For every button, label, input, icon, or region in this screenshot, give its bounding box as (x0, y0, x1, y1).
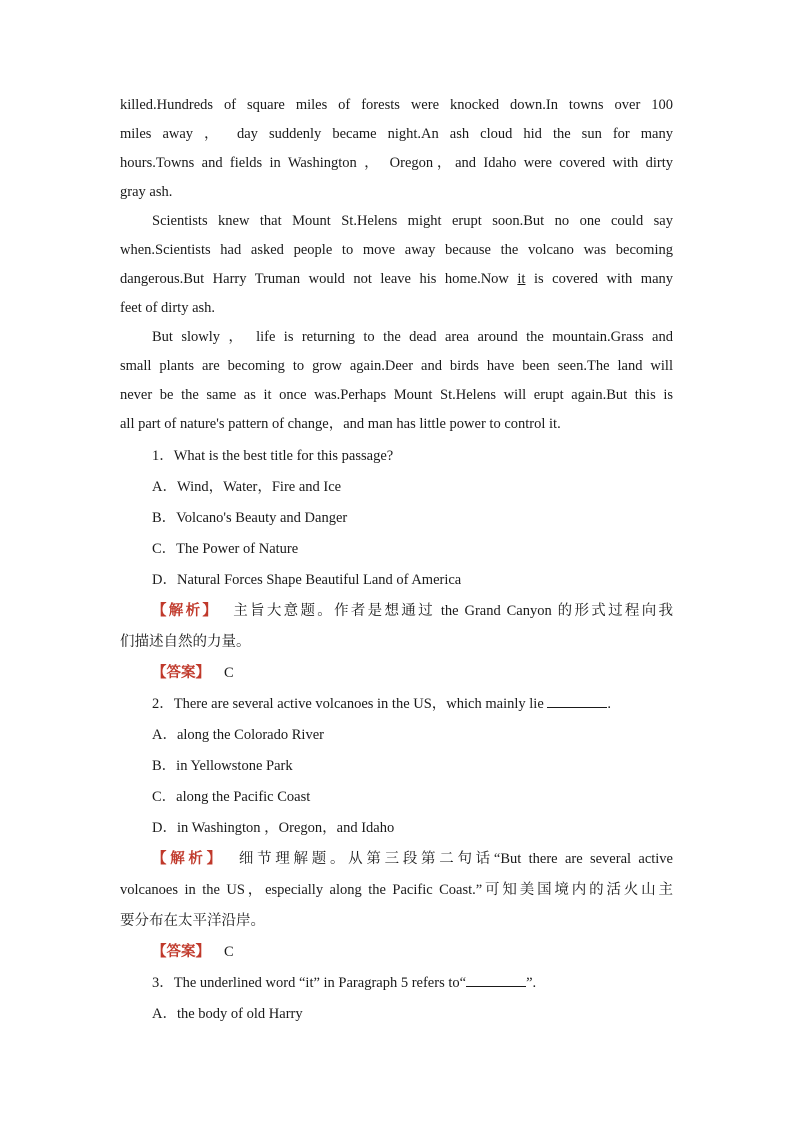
passage-line: Scientists knew that Mount St.Helens might erupt soon.But no one could say (152, 213, 673, 229)
passage-line: hours.Towns and fields in Washington ， Oregon，and Idaho were covered with dirty (120, 155, 673, 171)
document-content (120, 91, 673, 1030)
answer-tag: 【答案】 (152, 665, 210, 681)
analysis-line (120, 596, 673, 627)
question-2-stem-text: 2．There are several active volcanoes in the US，which mainly lie (152, 696, 548, 712)
question-2-option-d: D．in Washington ，Oregon，and Idaho (152, 820, 395, 836)
passage-line: But slowly ， life is returning to the dead area around the mountain.Grass and (152, 329, 673, 345)
question-3-stem-end: ”. (526, 975, 537, 991)
question-1-option-c: C．The Power of Nature (152, 541, 299, 557)
passage-line: killed.Hundreds of square miles of forests were knocked down.In towns over 100 (120, 97, 673, 113)
passage-line: when.Scientists had asked people to move away because the volcano was becoming (120, 242, 673, 258)
question-2-option-b: B．in Yellowstone Park (152, 758, 293, 774)
question-1-option-d: D．Natural Forces Shape Beautiful Land of America (152, 572, 462, 588)
passage-line: gray ash. (120, 184, 173, 200)
question-3-stem-text: 3．The underlined word “it” in Paragraph 5 refers to“ (152, 975, 467, 991)
answer-blank (547, 695, 607, 708)
answer-blank (466, 974, 526, 987)
answer-value: C (224, 944, 234, 960)
question-1-analysis (120, 596, 673, 658)
question-2-option-c: C．along the Pacific Coast (152, 789, 311, 805)
passage-text: is covered with many (525, 271, 673, 287)
passage-paragraph-2 (120, 207, 673, 323)
passage-text: dangerous.But Harry Truman would not leave his home.Now (120, 271, 509, 287)
passage-line (120, 265, 673, 294)
answer-tag: 【答案】 (152, 944, 210, 960)
analysis-text: 主旨大意题。作者是想通过 the Grand Canyon 的形式过程向我 (233, 603, 674, 619)
analysis-line: 要分布在太平洋沿岸。 (120, 913, 265, 929)
passage-line: never be the same as it once was.Perhaps Mount St.Helens will erupt again.But this is (120, 387, 673, 403)
analysis-line (120, 844, 673, 875)
passage-paragraph-3 (120, 323, 673, 439)
question-2-stem (120, 689, 673, 720)
question-2-answer (120, 937, 673, 968)
passage-line: all part of nature's pattern of change，and man has little power to control it. (120, 416, 561, 432)
analysis-line: volcanoes in the US，especially along the Pacific Coast.”可知美国境内的活火山主 (120, 882, 673, 898)
question-2-analysis (120, 844, 673, 937)
passage-line: feet of dirty ash. (120, 300, 216, 316)
passage-line: miles away ， day suddenly became night.An ash cloud hid the sun for many (120, 126, 673, 142)
question-2-option-a: A．along the Colorado River (152, 727, 324, 743)
question-3-stem (120, 968, 673, 999)
question-1-option-a: A．Wind，Water，Fire and Ice (152, 479, 342, 495)
analysis-text: 细节理解题。从第三段第二句话“But there are several active (238, 851, 673, 867)
passage-line: small plants are becoming to grow again.Deer and birds have been seen.The land will (120, 358, 673, 374)
question-2-stem-end: . (607, 696, 612, 712)
question-3-option-a: A．the body of old Harry (152, 1006, 303, 1022)
question-1-answer (120, 658, 673, 689)
analysis-tag: 【解析】 (152, 851, 225, 867)
passage-paragraph-1 (120, 91, 673, 207)
analysis-line: 们描述自然的力量。 (120, 634, 251, 650)
question-1-option-b: B．Volcano's Beauty and Danger (152, 510, 348, 526)
answer-value: C (224, 665, 234, 681)
underlined-word-it: it (517, 271, 526, 287)
question-1-stem: 1．What is the best title for this passage? (152, 448, 394, 464)
analysis-tag: 【解析】 (152, 603, 220, 619)
